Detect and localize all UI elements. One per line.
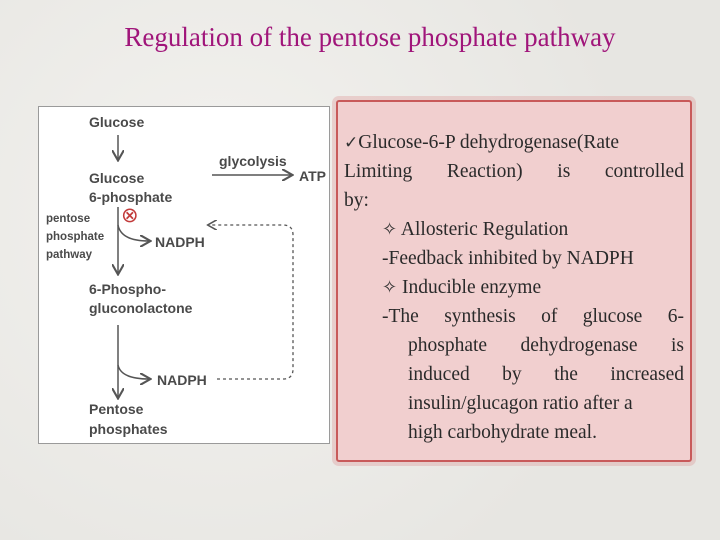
label-g6p-2: 6-phosphate xyxy=(89,189,173,205)
regulation-panel xyxy=(336,100,692,462)
word: -The xyxy=(382,306,419,327)
word: glucose xyxy=(582,306,643,327)
sub-synthesis-line-2 xyxy=(408,331,684,360)
word: synthesis xyxy=(444,306,516,327)
bullet-allosteric-text: Allosteric Regulation xyxy=(400,219,569,240)
word: Reaction) xyxy=(446,161,523,182)
label-nadph-top: NADPH xyxy=(155,234,205,250)
word: controlled xyxy=(604,161,684,182)
label-pgl-1: 6-Phospho- xyxy=(89,281,166,297)
sparkle-icon: ✧ xyxy=(382,277,398,297)
label-glucose: Glucose xyxy=(89,114,145,130)
panel-heading-text: Glucose-6-P dehydrogenase(Rate xyxy=(358,132,620,153)
sub-synthesis-line-3 xyxy=(408,360,684,389)
sub-synthesis-line-1 xyxy=(382,302,684,331)
bullet-allosteric xyxy=(382,215,568,244)
label-pgl-2: gluconolactone xyxy=(89,300,193,316)
pathway-diagram xyxy=(38,106,330,444)
word: is xyxy=(557,161,571,182)
sub-feedback: -Feedback inhibited by NADPH xyxy=(382,248,634,269)
panel-line-1 xyxy=(344,128,619,158)
sub-synthesis-line-4: insulin/glucagon ratio after a xyxy=(408,393,633,414)
word: by xyxy=(502,364,522,385)
word: of xyxy=(541,306,558,327)
word: phosphate xyxy=(408,335,488,356)
label-ppp-1: pentose xyxy=(46,213,91,225)
word: is xyxy=(670,335,684,356)
arrow-nadph-bottom xyxy=(118,365,149,379)
word: 6- xyxy=(667,306,684,327)
sparkle-icon: ✧ xyxy=(382,219,398,239)
label-pentose-2: phosphates xyxy=(89,421,168,437)
label-glycolysis: glycolysis xyxy=(219,153,287,169)
check-icon: ✓ xyxy=(344,133,359,153)
arrow-nadph-top xyxy=(118,225,149,241)
sub-synthesis-line-5: high carbohydrate meal. xyxy=(408,422,597,443)
word: induced xyxy=(408,364,470,385)
bullet-inducible xyxy=(382,273,541,302)
page-title: Regulation of the pentose phosphate pathway xyxy=(124,22,616,52)
word: dehydrogenase xyxy=(520,335,638,356)
label-nadph-bottom: NADPH xyxy=(157,372,207,388)
inhibition-icon: ⊗ xyxy=(121,204,139,227)
word: Limiting xyxy=(344,161,413,182)
label-atp: ATP xyxy=(299,168,326,184)
label-ppp-3: pathway xyxy=(46,249,93,261)
word: increased xyxy=(610,364,684,385)
feedback-loop-dashed xyxy=(209,225,293,379)
panel-line-3: by: xyxy=(344,190,369,211)
panel-line-2 xyxy=(344,157,684,186)
label-g6p-1: Glucose xyxy=(89,170,145,186)
label-ppp-2: phosphate xyxy=(46,231,105,243)
label-pentose-1: Pentose xyxy=(89,401,144,417)
bullet-inducible-text: Inducible enzyme xyxy=(401,277,542,298)
word: the xyxy=(554,364,578,385)
